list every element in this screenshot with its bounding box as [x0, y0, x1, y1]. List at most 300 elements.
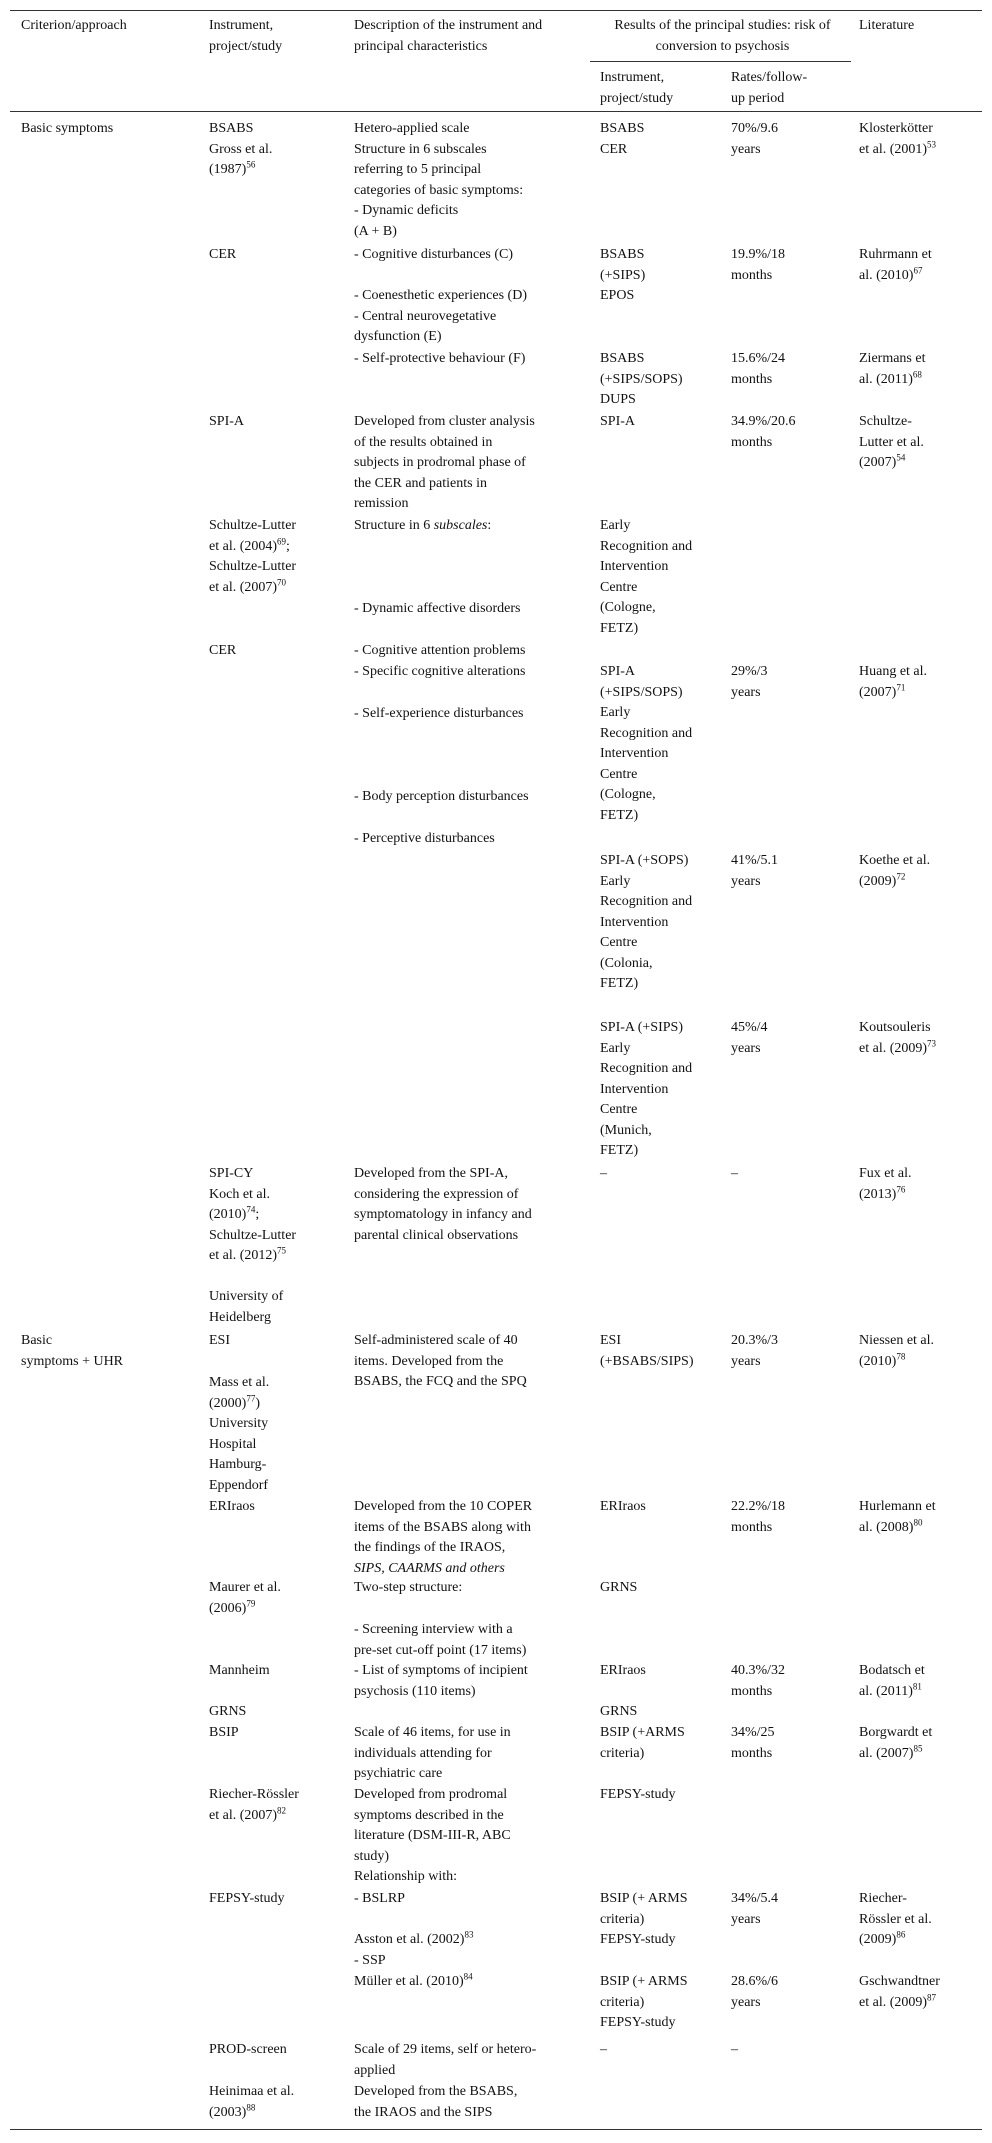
cell-line: DUPS [600, 392, 636, 407]
cell-line: considering the expression of [354, 1186, 519, 1202]
cell-line: Schultze-Lutter [209, 518, 297, 533]
cell-line: $(2010)^{74}$; [209, 1204, 260, 1222]
cell-line: BSIP [209, 1725, 239, 1740]
cell-line: Intervention [600, 914, 669, 930]
cell-line: – [600, 1166, 607, 1181]
cell-line: BSABS [209, 121, 254, 136]
cell-line: et al. $(2009)^{73}$ [859, 1037, 937, 1056]
cell-line: remission [354, 496, 409, 511]
result-instrument-cell [600, 662, 692, 826]
cell-line: ERIraos [209, 1499, 255, 1514]
cell-line: categories of basic symptoms: [354, 182, 524, 198]
cell-line: Hospital [209, 1436, 257, 1452]
cell-line: SPI-A [600, 664, 636, 679]
cell-line: Koch et al. [209, 1186, 271, 1202]
cell-line: BSABS, the FCQ and the SPQ [354, 1374, 527, 1389]
cell-line: months [731, 434, 773, 450]
description-cell [354, 1972, 473, 1993]
cell-line: Klosterkötter [859, 121, 933, 136]
description-cell [354, 286, 527, 348]
cell-line: Intervention [600, 1081, 669, 1097]
result-instrument-cell [600, 1497, 646, 1518]
cell-line: BSABS [600, 351, 645, 366]
table-top-rule [10, 10, 982, 11]
cell-line: al. $(2010)^{67}$ [859, 264, 923, 283]
literature-cell [859, 245, 932, 286]
rate-cell [731, 119, 778, 160]
cell-line: Recognition and [600, 1061, 693, 1076]
cell-line: symptoms + UHR [21, 1353, 124, 1369]
rate-cell [731, 662, 768, 703]
cell-line: - SSP [354, 1952, 386, 1968]
cell-line: – [600, 2042, 607, 2057]
cell-line: (Cologne, [600, 787, 656, 802]
result-instrument-cell [600, 1018, 692, 1162]
cell-line: CER [209, 247, 237, 262]
literature-cell [859, 1497, 936, 1538]
cell-line: et al. $(2007)^{70}$ [209, 576, 287, 595]
cell-line: Early [600, 873, 631, 889]
cell-line: Intervention [600, 559, 669, 574]
cell-line: SPI-A [600, 414, 636, 429]
cell-line: criteria) [600, 1994, 645, 2010]
cell-line: Gschwandtner [859, 1974, 940, 1989]
cell-line: Rössler et al. [859, 1911, 932, 1927]
cell-line: Self-administered scale of 40 [354, 1333, 518, 1348]
header-results-rates: Rates/follow- up period [731, 70, 808, 106]
cell-line: GRNS [209, 1704, 247, 1719]
description-cell [354, 641, 525, 682]
cell-line: Relationship with: [354, 1869, 458, 1884]
result-instrument-cell [600, 516, 692, 639]
cell-line: Schultze- [859, 414, 912, 429]
cell-line: ERIraos [600, 1663, 646, 1678]
cell-line: BSABS [600, 247, 645, 262]
cell-line: SIPS, CAARMS and others [354, 1560, 505, 1576]
rate-cell [731, 1723, 775, 1764]
cell-line: Recognition and [600, 725, 693, 741]
cell-line: the CER and patients in [354, 475, 487, 491]
cell-line: Schultze-Lutter [209, 1227, 297, 1243]
cell-line: - Cognitive attention problems [354, 643, 526, 658]
description-cell [354, 1723, 511, 1785]
cell-line: years [731, 1994, 761, 2010]
rate-cell [731, 1497, 785, 1538]
cell-line: et al. $(2007)^{82}$ [209, 1804, 287, 1823]
cell-line: Eppendorf [209, 1477, 269, 1493]
cell-line: Ziermans et [859, 351, 926, 366]
cell-line: $(2007)^{71}$ [859, 681, 906, 700]
cell-line: $(2007)^{54}$ [859, 452, 906, 470]
literature-cell [859, 662, 927, 703]
cell-line: - BSLRP [354, 1891, 405, 1906]
cell-line: – [731, 1166, 738, 1181]
cell-line: literature (DSM-III-R, ABC [354, 1828, 511, 1843]
cell-line: years [731, 141, 761, 157]
cell-line: 70%/9.6 [731, 121, 779, 136]
cell-line: BSABS [600, 121, 645, 136]
cell-line: - Screening interview with a [354, 1622, 513, 1637]
cell-line: Asston et al. $(2002)^{83}$ [354, 1929, 474, 1947]
cell-line: items. Developed from the [354, 1353, 504, 1369]
result-instrument-cell [600, 1785, 675, 1806]
cell-line: Developed from cluster analysis [354, 414, 535, 429]
instrument-cell [209, 1164, 296, 1267]
header-description: Description of the instrument and principal characteristics [354, 18, 543, 54]
cell-line: Centre [600, 579, 638, 595]
header-results-group: Results of the principal studies: risk of conversion to psychosis [614, 18, 831, 54]
cell-line: Koethe et al. [859, 853, 931, 868]
cell-line: the IRAOS and the SIPS [354, 2104, 493, 2120]
cell-line: et al. $(2004)^{69}$; [209, 535, 290, 554]
cell-line: Schultze-Lutter [209, 559, 297, 574]
instrument-cell [209, 641, 236, 662]
result-instrument-cell [600, 1578, 637, 1599]
instrument-cell [209, 412, 244, 433]
literature-cell [859, 1018, 936, 1059]
description-cell [354, 1785, 511, 1888]
cell-line: ESI [209, 1333, 230, 1348]
cell-line: Basic [21, 1333, 53, 1348]
instrument-cell [209, 1785, 299, 1826]
result-instrument-cell [600, 412, 635, 433]
cell-line: et al. $(2001)^{53}$ [859, 138, 937, 157]
literature-cell [859, 851, 930, 892]
instrument-cell [209, 2082, 294, 2123]
cell-line: - Body perception disturbances [354, 789, 529, 804]
cell-line: months [731, 371, 773, 387]
cell-line: ERIraos [600, 1499, 646, 1514]
criterion-cell [21, 119, 113, 140]
cell-line: al. $(2007)^{85}$ [859, 1742, 923, 1761]
cell-line: months [731, 267, 773, 283]
cell-line: - Cognitive disturbances (C) [354, 247, 514, 262]
cell-line: criteria) [600, 1745, 645, 1761]
result-instrument-cell [600, 2040, 607, 2061]
cell-line: psychosis (110 items) [354, 1683, 476, 1699]
literature-cell [859, 1723, 932, 1764]
instrument-cell [209, 1889, 284, 1910]
cell-line: al. $(2011)^{68}$ [859, 368, 922, 387]
cell-line: (Munich, [600, 1122, 652, 1138]
cell-line: Gross et al. [209, 141, 273, 157]
cell-line: Two-step structure: [354, 1580, 463, 1595]
cell-line: Basic symptoms [21, 121, 114, 136]
instrument-cell [209, 1373, 269, 1496]
description-cell [354, 1578, 462, 1599]
cell-line: Hamburg- [209, 1457, 267, 1472]
instrument-cell [209, 1497, 255, 1518]
literature-cell [859, 349, 925, 390]
cell-line: Koutsouleris [859, 1020, 931, 1035]
result-instrument-cell [600, 851, 692, 995]
cell-line: symptomatology in infancy and [354, 1207, 532, 1222]
cell-line: 22.2%/18 [731, 1499, 786, 1514]
cell-line: (+BSABS/SIPS) [600, 1353, 694, 1369]
instrument-cell [209, 1287, 283, 1328]
cell-line: FETZ) [600, 620, 639, 636]
cell-line: the findings of the IRAOS, [354, 1540, 506, 1555]
instrument-cell [209, 1661, 270, 1682]
table-bottom-rule [10, 2129, 982, 2130]
cell-line: Centre [600, 766, 638, 782]
description-cell [354, 2082, 517, 2123]
cell-line: FETZ) [600, 807, 639, 823]
cell-line: Early [600, 1040, 631, 1056]
cell-line: Hurlemann et [859, 1499, 936, 1514]
cell-line: of the results obtained in [354, 434, 493, 450]
description-cell [354, 829, 495, 850]
description-cell [354, 1889, 405, 1910]
description-cell [354, 119, 523, 242]
cell-line: $(2009)^{86}$ [859, 1929, 906, 1947]
cell-line: al. $(2008)^{80}$ [859, 1516, 923, 1535]
description-cell [354, 349, 525, 370]
header-criterion: Criterion/approach [21, 18, 127, 33]
result-instrument-cell [600, 1661, 646, 1682]
cell-line: Borgwardt et [859, 1725, 933, 1740]
instrument-cell [209, 2040, 287, 2061]
cell-line: items of the BSABS along with [354, 1519, 531, 1535]
cell-line: - List of symptoms of incipient [354, 1663, 528, 1678]
cell-line: Ruhrmann et [859, 247, 932, 262]
cell-line: 41%/5.1 [731, 853, 779, 868]
cell-line: - Self-protective behaviour (F) [354, 351, 526, 366]
cell-line: months [731, 1519, 773, 1535]
cell-line: Niessen et al. [859, 1333, 935, 1348]
cell-line: FETZ) [600, 976, 639, 991]
result-instrument-cell [600, 1331, 694, 1372]
cell-line: 40.3%/32 [731, 1663, 786, 1678]
cell-line: 19.9%/18 [731, 247, 786, 262]
cell-line: Maurer et al. [209, 1580, 281, 1595]
instrument-cell [209, 1723, 239, 1744]
cell-line: EPOS [600, 288, 635, 303]
cell-line: Mannheim [209, 1663, 270, 1678]
cell-line: study) [354, 1848, 389, 1864]
cell-line: BSIP (+ARMS [600, 1725, 685, 1740]
cell-line: psychiatric care [354, 1766, 443, 1781]
literature-cell [859, 1331, 934, 1372]
cell-line: $(2003)^{88}$ [209, 2101, 256, 2120]
rate-cell [731, 1889, 778, 1930]
cell-line: Fux et al. [859, 1166, 912, 1181]
rate-cell [731, 412, 796, 453]
cell-line: University of [209, 1289, 284, 1304]
cell-line: Scale of 29 items, self or hetero- [354, 2042, 537, 2057]
cell-line: Huang et al. [859, 664, 928, 679]
cell-line: Müller et al. $(2010)^{84}$ [354, 1971, 473, 1989]
cell-line: - Dynamic affective disorders [354, 601, 521, 616]
cell-line: FETZ) [600, 1143, 639, 1158]
cell-line: GRNS [600, 1704, 638, 1719]
cell-line: Heidelberg [209, 1309, 271, 1325]
cell-line: Early [600, 705, 631, 720]
result-instrument-cell [600, 1723, 685, 1764]
rate-cell [731, 1164, 738, 1185]
rate-cell [731, 1331, 778, 1372]
cell-line: (+SIPS/SOPS) [600, 371, 683, 387]
rate-cell [731, 1661, 785, 1702]
cell-line: BSIP (+ ARMS [600, 1974, 688, 1989]
result-instrument-cell [600, 1972, 688, 2034]
cell-line: criteria) [600, 1911, 645, 1927]
cell-line: Intervention [600, 746, 669, 761]
cell-line: parental clinical observations [354, 1227, 519, 1243]
description-cell [354, 516, 491, 537]
cell-line: CER [600, 141, 628, 157]
cell-line: months [731, 1745, 773, 1761]
cell-line: Recognition and [600, 894, 693, 909]
description-cell [354, 2040, 536, 2081]
results-subheader-rule [590, 61, 851, 62]
cell-line: FEPSY-study [600, 1787, 676, 1802]
cell-line: (+SIPS/SOPS) [600, 684, 683, 700]
description-cell [354, 1620, 526, 1661]
rate-cell [731, 1972, 778, 2013]
cell-line: $(1987)^{56}$ [209, 159, 256, 177]
cell-line: 15.6%/24 [731, 351, 786, 366]
cell-line: Riecher- [859, 1891, 907, 1906]
cell-line: referring to 5 principal [354, 162, 482, 177]
literature-cell [859, 119, 936, 160]
cell-line: applied [354, 2062, 396, 2078]
cell-line: BSIP (+ ARMS [600, 1891, 688, 1906]
result-instrument-cell [600, 245, 645, 307]
description-cell [354, 245, 513, 266]
instrument-cell [209, 1578, 281, 1619]
description-cell [354, 787, 529, 808]
cell-line: Hetero-applied scale [354, 121, 470, 136]
cell-line: subjects in prodromal phase of [354, 455, 526, 470]
cell-line: - Perceptive disturbances [354, 831, 495, 846]
cell-line: SPI-CY [209, 1166, 254, 1181]
header-literature: Literature [859, 18, 915, 33]
result-instrument-cell [600, 1889, 688, 1951]
cell-line: CER [209, 643, 237, 658]
cell-line: symptoms described in the [354, 1807, 504, 1823]
literature-cell [859, 412, 924, 474]
cell-line: (+SIPS) [600, 267, 646, 283]
instrument-cell [209, 1702, 246, 1723]
description-cell [354, 1164, 532, 1246]
cell-line: – [731, 2042, 738, 2057]
cell-line: Centre [600, 1102, 638, 1117]
instrument-cell [209, 516, 296, 598]
cell-line: Scale of 46 items, for use in [354, 1725, 511, 1740]
cell-line: et al. $(2012)^{75}$ [209, 1245, 287, 1263]
cell-line: ESI [600, 1333, 621, 1348]
cell-line: Heinimaa et al. [209, 2084, 295, 2099]
cell-line: et al. $(2009)^{87}$ [859, 1991, 937, 2010]
description-cell [354, 1497, 532, 1579]
result-instrument-cell [600, 1164, 607, 1185]
literature-cell [859, 1164, 912, 1205]
cell-line: $(2009)^{72}$ [859, 870, 906, 889]
cell-line: Early [600, 518, 631, 533]
cell-line: Recognition and [600, 538, 693, 554]
cell-line: SPI-A [209, 414, 245, 429]
cell-line: 34%/5.4 [731, 1891, 779, 1906]
header-instrument: Instrument, project/study [209, 18, 283, 54]
cell-line: years [731, 1911, 761, 1927]
cell-line: Developed from prodromal [354, 1787, 508, 1802]
header-results-instrument: Instrument, project/study [600, 70, 674, 106]
description-cell [354, 1331, 527, 1393]
cell-line: Developed from the BSABS, [354, 2084, 518, 2099]
cell-line: University [209, 1416, 269, 1431]
description-cell [354, 1930, 473, 1971]
cell-line: 28.6%/6 [731, 1974, 779, 1989]
cell-line: years [731, 684, 761, 700]
cell-line: Developed from the 10 COPER [354, 1499, 533, 1514]
cell-line: al. $(2011)^{81}$ [859, 1680, 922, 1699]
description-cell [354, 599, 521, 620]
cell-line: years [731, 1353, 761, 1369]
cell-line: dysfunction (E) [354, 329, 442, 344]
cell-line: $(2010)^{78}$ [859, 1350, 906, 1369]
cell-line: 20.3%/3 [731, 1333, 779, 1348]
cell-line: 45%/4 [731, 1020, 768, 1035]
cell-line: - Self-experience disturbances [354, 706, 524, 721]
cell-line: - Central neurovegetative [354, 308, 497, 324]
cell-line: Centre [600, 935, 638, 950]
cell-line: GRNS [600, 1580, 638, 1595]
instrument-cell [209, 119, 272, 181]
cell-line: SPI-A (+SOPS) [600, 853, 689, 868]
cell-line: $(2006)^{79}$ [209, 1597, 256, 1616]
cell-line: Structure in 6 subscales: [354, 518, 492, 533]
cell-line: PROD-screen [209, 2042, 287, 2057]
cell-line: FEPSY-study [600, 1932, 676, 1947]
cell-line: (A + B) [354, 223, 397, 239]
header-bottom-rule [10, 111, 982, 112]
literature-cell [859, 1889, 932, 1951]
result-instrument-cell [600, 1702, 637, 1723]
cell-line: Lutter et al. [859, 434, 924, 450]
cell-line: FEPSY-study [600, 2015, 676, 2030]
description-cell [354, 1661, 528, 1702]
instrument-cell [209, 1331, 230, 1352]
rate-cell [731, 2040, 738, 2061]
rate-cell [731, 245, 785, 286]
cell-line: Bodatsch et [859, 1663, 925, 1678]
rate-cell [731, 349, 785, 390]
cell-line: FEPSY-study [209, 1891, 285, 1906]
criterion-cell [21, 1331, 123, 1372]
result-instrument-cell [600, 349, 683, 411]
literature-cell [859, 1972, 940, 2013]
cell-line: months [731, 1683, 773, 1699]
cell-line: 34.9%/20.6 [731, 414, 796, 429]
instrument-cell [209, 245, 236, 266]
cell-line: individuals attending for [354, 1745, 492, 1761]
cell-line: Mass et al. [209, 1375, 270, 1390]
cell-line: $(2013)^{76}$ [859, 1183, 906, 1202]
cell-line: pre-set cut-off point (17 items) [354, 1642, 527, 1658]
cell-line: (Cologne, [600, 600, 656, 615]
cell-line: Structure in 6 subscales [354, 141, 487, 157]
description-cell [354, 704, 523, 725]
cell-line: years [731, 873, 761, 889]
cell-line: - Specific cognitive alterations [354, 663, 526, 679]
cell-line: Riecher-Rössler [209, 1787, 299, 1802]
cell-line: - Dynamic deficits [354, 203, 459, 218]
cell-line: Developed from the SPI-A, [354, 1166, 508, 1181]
cell-line: 29%/3 [731, 664, 768, 679]
description-cell [354, 412, 535, 515]
cell-line: 34%/25 [731, 1725, 775, 1740]
